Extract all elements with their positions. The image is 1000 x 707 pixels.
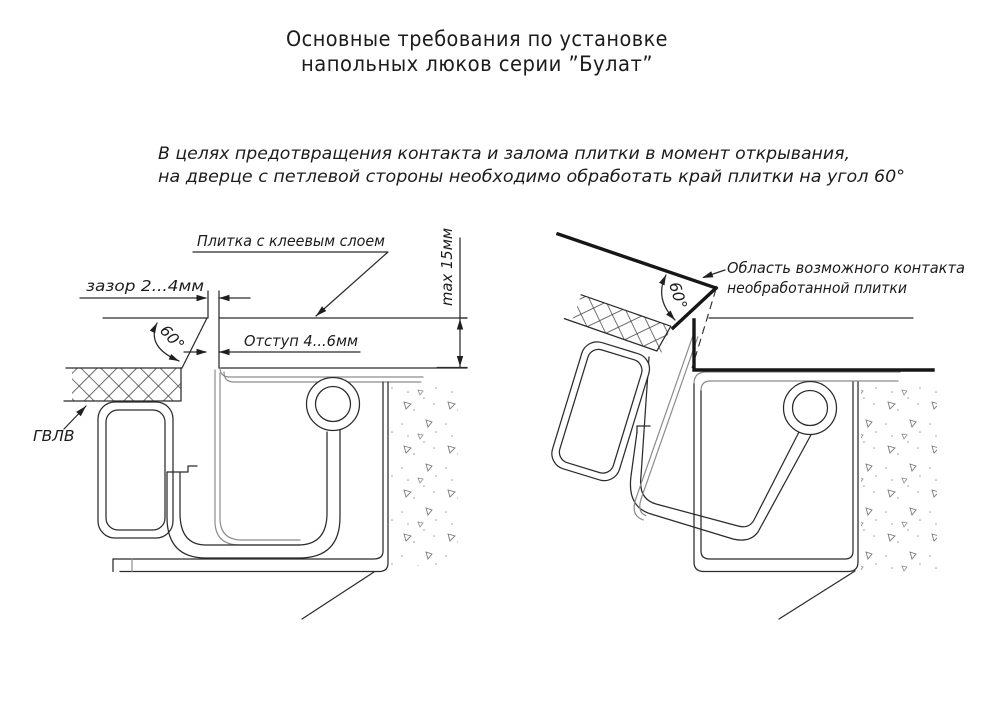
- hinge-arm: [167, 429, 340, 558]
- left-section-view: [33, 224, 467, 619]
- gvl-leader: [33, 404, 88, 445]
- dimension-gap: [80, 277, 250, 301]
- right-section-view: [510, 234, 965, 619]
- concrete-hatch-right: [861, 386, 937, 572]
- instruction-note: [158, 144, 905, 187]
- door-pan: [215, 370, 300, 545]
- door-tube: [548, 338, 654, 485]
- dimension-offset: [184, 332, 360, 355]
- break-line-right: [779, 571, 855, 619]
- hinge-pivot-right: [784, 382, 837, 435]
- angle-annotation: [150, 322, 188, 364]
- tile-leader: [193, 232, 388, 318]
- angle-label: 60°: [156, 321, 188, 355]
- door-tile-hatch: [564, 292, 670, 352]
- contact-label-line1: Область возможного контакта: [727, 259, 965, 277]
- page-title-line2: напольных люков серии ”Булат”: [301, 52, 653, 76]
- break-line: [302, 572, 374, 619]
- hinge-pivot: [307, 378, 360, 431]
- fixed-tile-outline: [66, 291, 208, 368]
- max-height-label: max 15мм: [438, 224, 456, 306]
- door-tile-outline: [219, 291, 467, 368]
- angle-label-right: 60°: [665, 279, 691, 312]
- title-block: [286, 27, 668, 76]
- tile-label: Плитка с клеевым слоем: [197, 232, 386, 250]
- contact-label-line2: необработанной плитки: [727, 279, 907, 297]
- frame-tube: [98, 402, 173, 538]
- hinge-arm-right: [630, 357, 812, 540]
- concrete-hatch: [391, 386, 458, 566]
- gvl-label: ГВЛВ: [33, 427, 75, 445]
- page-title-line1: Основные требования по установке: [286, 27, 668, 51]
- gap-dimension-label: зазор 2...4мм: [86, 277, 205, 295]
- gvl-hatch: [64, 368, 181, 401]
- dimension-max-height: [437, 224, 467, 368]
- note-line1: В целях предотвращения контакта и залома плитки в момент открывания,: [158, 144, 850, 164]
- note-line2: на дверце с петлевой стороны необходимо обработать край плитки на угол 60°: [158, 167, 905, 187]
- contact-leader: [701, 259, 965, 297]
- offset-dimension-label: Отступ 4...6мм: [244, 332, 359, 350]
